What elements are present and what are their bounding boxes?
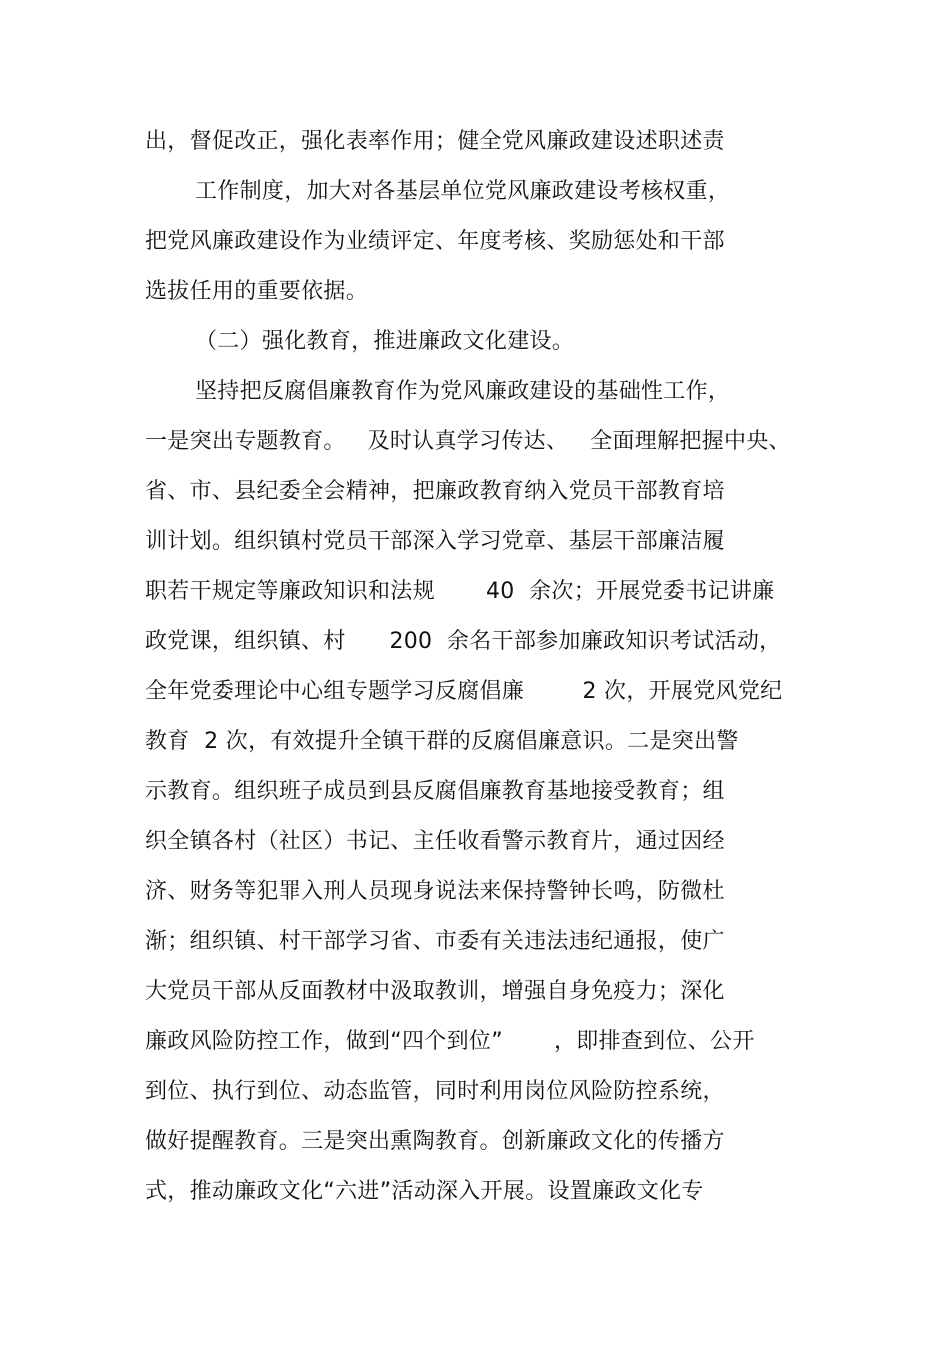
text-line-7: 一是突出专题教育。 及时认真学习传达、 全面理解把握中央、 <box>145 429 791 454</box>
text-line-6: 坚持把反腐倡廉教育作为党风廉政建设的基础性工作， <box>195 379 731 404</box>
text-line-21: 做好提醒教育。三是突出熏陶教育。创新廉政文化的传播方 <box>145 1129 725 1154</box>
section-heading: （二）强化教育，推进廉政文化建设。 <box>195 329 575 354</box>
text-line-19: 廉政风险防控工作，做到“四个到位” ，即排查到位、公开 <box>145 1029 755 1054</box>
text-line-9: 训计划。组织镇村党员干部深入学习党章、基层干部廉洁履 <box>145 529 725 554</box>
text-line-11: 政党课，组织镇、村 200 余名干部参加廉政知识考试活动， <box>145 629 782 654</box>
text-line-12: 全年党委理论中心组专题学习反腐倡廉 2 次，开展党风党纪 <box>145 679 783 704</box>
text-line-20: 到位、执行到位、动态监管，同时利用岗位风险防控系统， <box>145 1079 725 1104</box>
text-line-1: 出，督促改正，强化表率作用；健全党风廉政建设述职述责 <box>145 129 725 154</box>
text-line-2: 工作制度，加大对各基层单位党风廉政建设考核权重， <box>195 179 731 204</box>
text-line-3: 把党风廉政建设作为业绩评定、年度考核、奖励惩处和干部 <box>145 229 725 254</box>
text-line-16: 济、财务等犯罪入刑人员现身说法来保持警钟长鸣，防微杜 <box>145 879 725 904</box>
text-line-10: 职若干规定等廉政知识和法规 40 余次；开展党委书记讲廉 <box>145 579 775 604</box>
text-line-13: 教育 2 次，有效提升全镇干群的反腐倡廉意识。二是突出警 <box>145 729 739 754</box>
text-line-8: 省、市、县纪委全会精神，把廉政教育纳入党员干部教育培 <box>145 479 725 504</box>
text-line-18: 大党员干部从反面教材中汲取教训，增强自身免疫力；深化 <box>145 979 725 1004</box>
text-line-17: 渐；组织镇、村干部学习省、市委有关违法违纪通报，使广 <box>145 929 725 954</box>
text-line-4: 选拔任用的重要依据。 <box>145 279 369 304</box>
text-line-22: 式，推动廉政文化“六进”活动深入开展。设置廉政文化专 <box>145 1179 704 1204</box>
text-line-15: 织全镇各村（社区）书记、主任收看警示教育片，通过因经 <box>145 829 725 854</box>
text-line-14: 示教育。组织班子成员到县反腐倡廉教育基地接受教育；组 <box>145 779 725 804</box>
